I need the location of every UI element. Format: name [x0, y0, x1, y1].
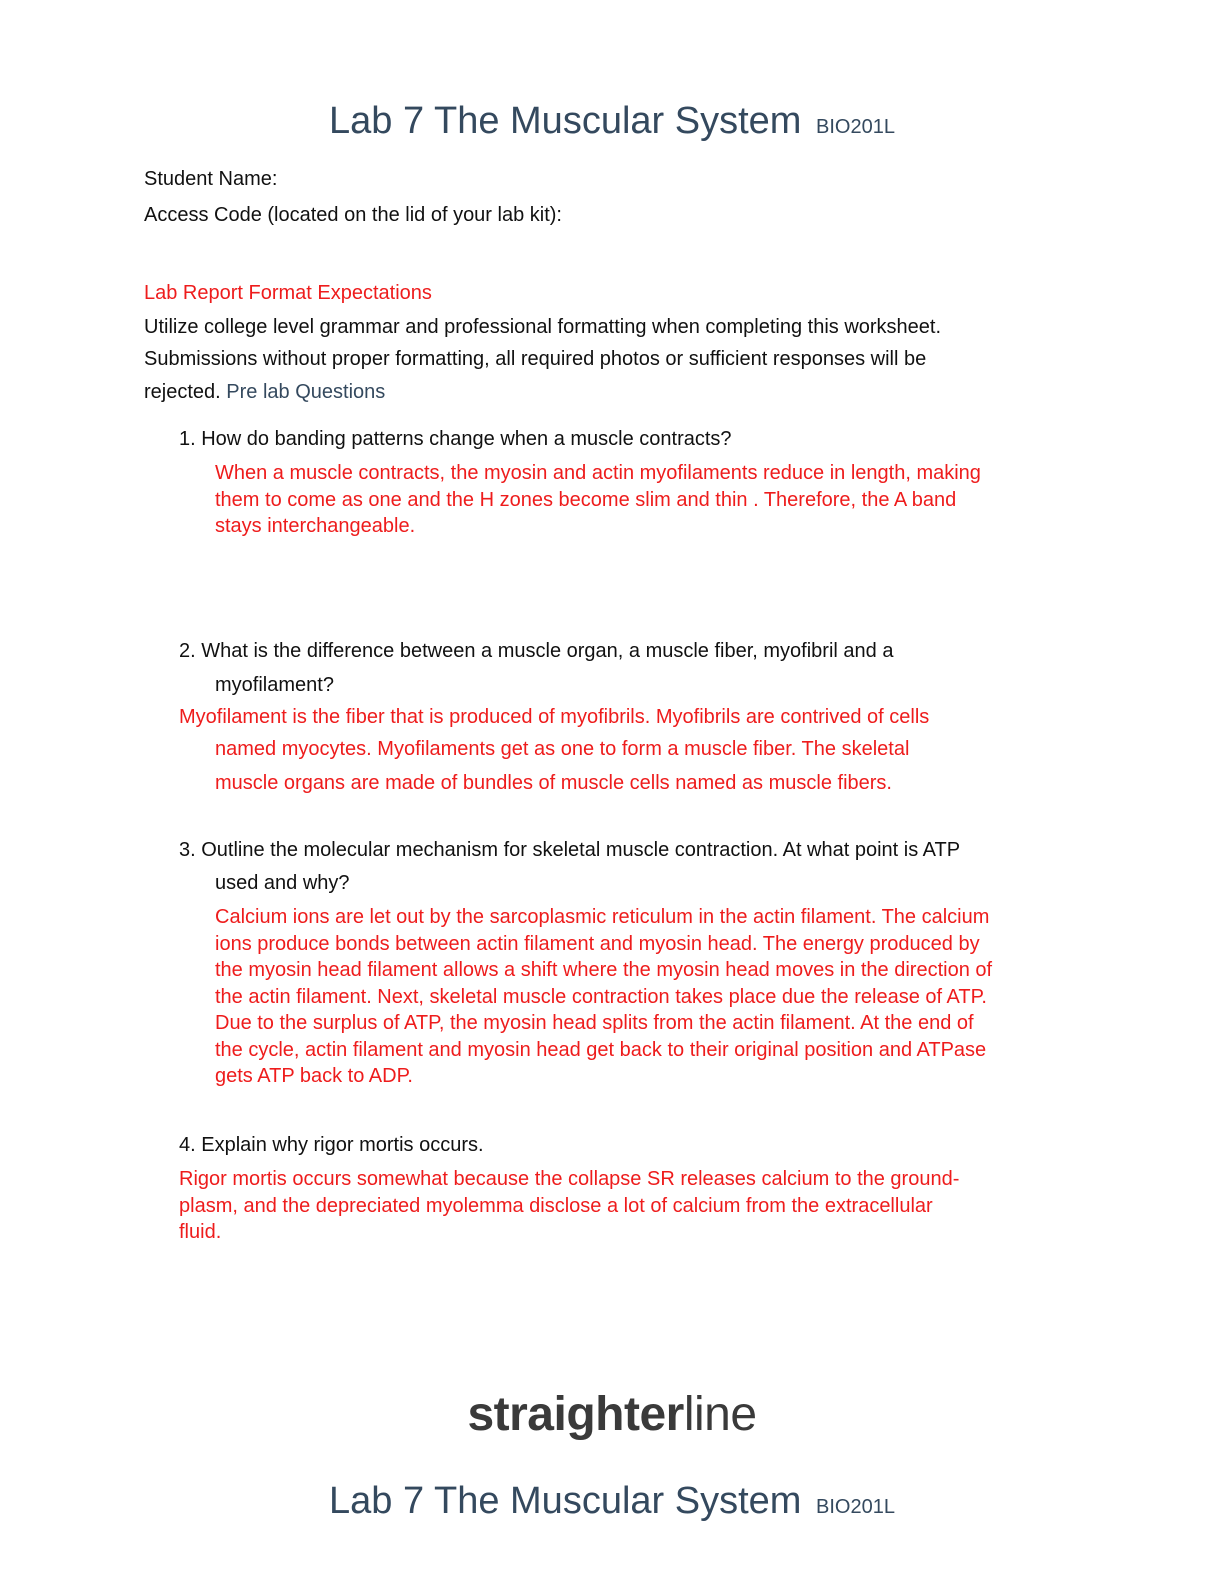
student-name-label: Student Name: — [144, 168, 278, 190]
logo-light-part: line — [683, 1388, 757, 1441]
access-code-label: Access Code (located on the lid of your lab kit): — [144, 204, 562, 226]
question-3-line-2: used and why? — [215, 872, 350, 894]
answer-line: Due to the surplus of ATP, the myosin head splits from the actin filament. At the end of — [215, 1012, 974, 1034]
answer-line: them to come as one and the H zones become slim and thin . Therefore, the A band — [215, 488, 957, 511]
answer-line: When a muscle contracts, the myosin and actin myofilaments reduce in length, making — [215, 462, 981, 484]
answer-line: stays interchangeable. — [215, 515, 416, 537]
answer-line: ions produce bonds between actin filament and myosin head. The energy produced by — [215, 932, 980, 955]
question-4: 4. Explain why rigor mortis occurs. — [179, 1134, 484, 1156]
answer-2-line-1: Myofilament is the fiber that is produced of myofibrils. Myofibrils are contrived of cells — [179, 706, 930, 728]
question-2-line-2: myofilament? — [215, 674, 334, 696]
question-2: 2. What is the difference between a muscle organ, a muscle fiber, myofibril and a — [179, 640, 894, 662]
question-1: 1. How do banding patterns change when a muscle contracts? — [179, 428, 732, 450]
format-line-3 — [144, 379, 385, 406]
page-title — [0, 99, 1224, 149]
prelab-heading: Pre lab Questions — [226, 381, 386, 403]
answer-line: gets ATP back to ADP. — [215, 1065, 413, 1087]
answer-4 — [179, 1166, 959, 1246]
footer-title-text: Lab 7 The Muscular System — [329, 1480, 802, 1522]
footer-title — [0, 1479, 1224, 1529]
answer-2-line-2: named myocytes. Myofilaments get as one to form a muscle fiber. The skeletal — [215, 738, 910, 760]
format-line-3-text: rejected. — [144, 381, 221, 403]
question-3: 3. Outline the molecular mechanism for skeletal muscle contraction. At what point is ATP — [179, 839, 961, 861]
format-line-1: Utilize college level grammar and professional formatting when completing this worksheet. — [144, 316, 942, 338]
answer-line: Rigor mortis occurs somewhat because the collapse SR releases calcium to the ground- — [179, 1168, 960, 1190]
answer-line: the myosin head filament allows a shift where the myosin head moves in the direction of — [215, 959, 993, 981]
course-code: BIO201L — [816, 116, 895, 138]
answer-line: the actin filament. Next, skeletal muscle contraction takes place due the release of ATP. — [215, 985, 987, 1008]
answer-line: Calcium ions are let out by the sarcoplasmic reticulum in the actin filament. The calcium — [215, 906, 990, 928]
format-heading: Lab Report Format Expectations — [144, 282, 432, 304]
answer-line: plasm, and the depreciated myolemma disclose a lot of calcium from the extracellular — [179, 1194, 933, 1217]
answer-line: fluid. — [179, 1221, 222, 1243]
answer-line: the cycle, actin filament and myosin head get back to their original position and ATPase — [215, 1038, 987, 1061]
logo-bold-part: straighter — [467, 1388, 684, 1441]
format-line-2: Submissions without proper formatting, all required photos or sufficient responses will be — [144, 348, 927, 370]
footer-course-code: BIO201L — [816, 1496, 895, 1518]
straighterline-logo — [0, 1385, 1224, 1445]
answer-2-line-3: muscle organs are made of bundles of muscle cells named as muscle fibers. — [215, 772, 892, 794]
answer-3 — [215, 904, 992, 1090]
title-text: Lab 7 The Muscular System — [329, 100, 802, 142]
answer-1 — [215, 460, 981, 540]
